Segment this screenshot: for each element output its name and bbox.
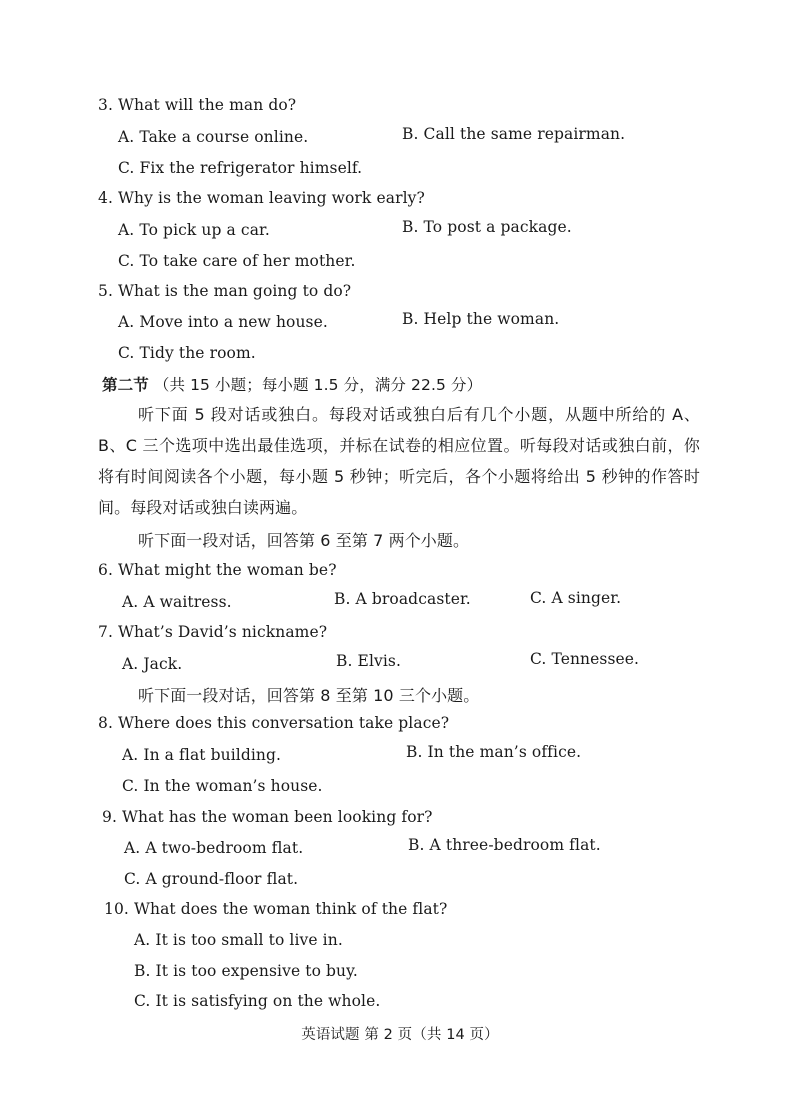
section-2-header — [102, 373, 482, 395]
section-2-info: （共 15 小题；每小题 1.5 分，满分 22.5 分） — [153, 376, 483, 394]
q10-option-a: A. It is too small to live in. — [134, 931, 343, 949]
section-2-instructions: 听下面 5 段对话或独白。每段对话或独白后有几个小题，从题中所给的 A、B、C 三个选项中选出最佳选项，并标在试卷的相应位置。听每段对话或独白前，你将有时间阅读各个小题，每小题 5 秒钟；听完后，各个小题将给出 5 秒钟的作答时间。每段对话或独白读两遍。 — [98, 405, 700, 517]
q9-option-a: A. A two-bedroom flat. — [124, 839, 304, 857]
q7-option-a: A. Jack. — [122, 655, 183, 673]
question-5: 5. What is the man going to do? — [98, 282, 352, 300]
q7-option-c: C. Tennessee. — [530, 650, 640, 668]
dialogue-intro-6-7: 听下面一段对话，回答第 6 至第 7 两个小题。 — [138, 531, 470, 550]
q7-option-b: B. Elvis. — [336, 652, 402, 670]
question-10: 10. What does the woman think of the flat? — [104, 900, 448, 918]
q5-option-a: A. Move into a new house. — [118, 313, 328, 331]
q8-option-b: B. In the man’s office. — [406, 743, 582, 761]
q6-option-c: C. A singer. — [530, 589, 622, 607]
q4-option-c: C. To take care of her mother. — [118, 252, 356, 270]
section-2-title: 第二节 — [102, 376, 149, 394]
question-8: 8. Where does this conversation take place? — [98, 714, 450, 732]
q5-option-c: C. Tidy the room. — [118, 344, 256, 362]
q8-option-a: A. In a flat building. — [122, 746, 282, 764]
q4-option-a: A. To pick up a car. — [118, 221, 270, 239]
q3-option-b: B. Call the same repairman. — [402, 125, 626, 143]
q8-option-c: C. In the woman’s house. — [122, 777, 323, 795]
question-3: 3. What will the man do? — [98, 96, 297, 114]
q10-option-c: C. It is satisfying on the whole. — [134, 992, 381, 1010]
question-7: 7. What’s David’s nickname? — [98, 623, 328, 641]
q10-option-b: B. It is too expensive to buy. — [134, 962, 358, 980]
q6-option-b: B. A broadcaster. — [334, 590, 471, 608]
q5-option-b: B. Help the woman. — [402, 310, 560, 328]
dialogue-intro-8-10: 听下面一段对话，回答第 8 至第 10 三个小题。 — [138, 686, 480, 705]
q9-option-c: C. A ground-floor flat. — [124, 870, 299, 888]
q3-option-a: A. Take a course online. — [118, 128, 309, 146]
q3-option-c: C. Fix the refrigerator himself. — [118, 159, 363, 177]
q9-option-b: B. A three-bedroom flat. — [408, 836, 601, 854]
q4-option-b: B. To post a package. — [402, 218, 572, 236]
q6-option-a: A. A waitress. — [122, 593, 232, 611]
question-6: 6. What might the woman be? — [98, 561, 337, 579]
question-9: 9. What has the woman been looking for? — [102, 808, 433, 826]
page-footer: 英语试题 第 2 页（共 14 页） — [301, 1027, 499, 1043]
question-4: 4. Why is the woman leaving work early? — [98, 189, 425, 207]
